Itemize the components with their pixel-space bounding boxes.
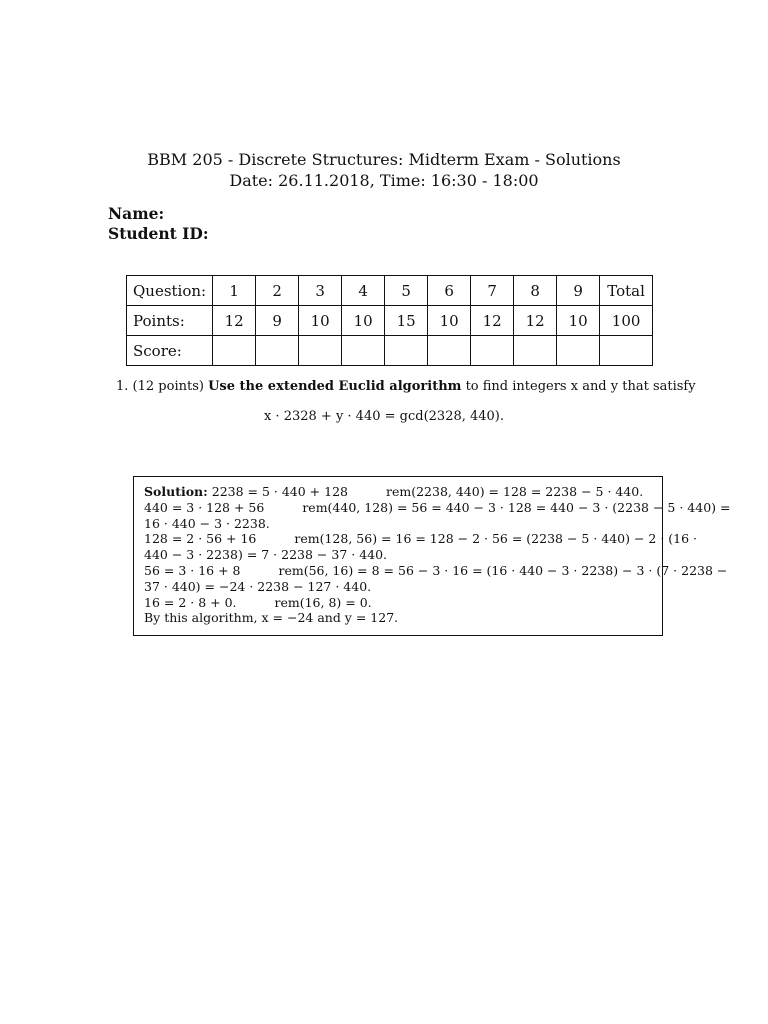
score-cell [342, 336, 385, 366]
score-table [126, 275, 653, 366]
score-cell [256, 336, 299, 366]
score-cell [428, 336, 471, 366]
question-points: (12 points) [132, 379, 204, 394]
question-number: 6 [428, 276, 471, 306]
question-equation: x · 2328 + y · 440 = gcd(2328, 440). [263, 409, 505, 424]
points-cell: 12 [213, 306, 256, 336]
points-cell: 9 [256, 306, 299, 336]
solution-line: 16 · 440 − 3 · 2238. [144, 515, 270, 531]
solution-line [144, 595, 652, 611]
row-label-question: Question: [127, 276, 213, 306]
total-header: Total [600, 276, 653, 306]
question-number: 1 [213, 276, 256, 306]
solution-step: 16 = 2 · 8 + 0. [144, 594, 237, 610]
question-number: 5 [385, 276, 428, 306]
points-cell: 15 [385, 306, 428, 336]
question-number-label: 1. [116, 379, 129, 394]
solution-line [144, 499, 731, 516]
row-label-points: Points: [127, 306, 213, 336]
question-number: 2 [256, 276, 299, 306]
question-number: 9 [557, 276, 600, 306]
question-number: 7 [471, 276, 514, 306]
question-row [127, 276, 653, 306]
question-number: 3 [299, 276, 342, 306]
solution-step: 128 = 2 · 56 + 16 [144, 531, 257, 547]
solution-line: 37 · 440) = −24 · 2238 − 127 · 440. [144, 578, 372, 594]
solution-remainder: rem(16, 8) = 0. [274, 594, 372, 610]
solution-step: 56 = 3 · 16 + 8 [144, 562, 241, 578]
points-row [127, 306, 653, 336]
name-label: Name: [108, 204, 165, 223]
solution-line: 440 − 3 · 2238) = 7 · 2238 − 37 · 440. [144, 547, 388, 563]
points-cell: 10 [299, 306, 342, 336]
student-id-label: Student ID: [108, 224, 209, 243]
question-bold-text: Use the extended Euclid algorithm [208, 379, 462, 394]
solution-label: Solution: [144, 484, 208, 499]
points-cell: 12 [471, 306, 514, 336]
score-row [127, 336, 653, 366]
exam-title: BBM 205 - Discrete Structures: Midterm Exam - Solutions [147, 150, 621, 169]
points-cell: 10 [428, 306, 471, 336]
solution-box [133, 476, 731, 636]
solution-remainder: rem(2238, 440) = 128 = 2238 − 5 · 440. [385, 484, 644, 499]
solution-step: 2238 = 5 · 440 + 128 [211, 484, 348, 499]
score-cell [471, 336, 514, 366]
question-text: to find integers x and y that satisfy [465, 379, 696, 394]
points-cell: 10 [342, 306, 385, 336]
solution-remainder: rem(128, 56) = 16 = 128 − 2 · 56 = (2238 − 5 · 440) − 2 · (16 · [294, 531, 698, 547]
question-number: 4 [342, 276, 385, 306]
solution-line [144, 531, 698, 547]
solution-conclusion: By this algorithm, x = −24 and y = 127. [144, 610, 399, 626]
solution-step: 440 = 3 · 128 + 56 [144, 499, 265, 515]
exam-date-time: Date: 26.11.2018, Time: 16:30 - 18:00 [229, 171, 539, 190]
question-number: 8 [514, 276, 557, 306]
solution-line [144, 562, 728, 579]
score-cell [514, 336, 557, 366]
score-cell [213, 336, 256, 366]
solution-remainder: rem(440, 128) = 56 = 440 − 3 · 128 = 440 − 3 · (2238 − 5 · 440) = [302, 499, 731, 515]
score-cell [299, 336, 342, 366]
solution-line [144, 484, 652, 500]
solution-remainder: rem(56, 16) = 8 = 56 − 3 · 16 = (16 · 440 − 3 · 2238) − 3 · (7 · 2238 − [278, 562, 728, 578]
points-cell: 10 [557, 306, 600, 336]
points-total: 100 [600, 306, 653, 336]
score-cell [557, 336, 600, 366]
points-cell: 12 [514, 306, 557, 336]
score-cell [385, 336, 428, 366]
row-label-score: Score: [127, 336, 213, 366]
question-1 [116, 378, 696, 395]
score-total-cell [600, 336, 653, 366]
